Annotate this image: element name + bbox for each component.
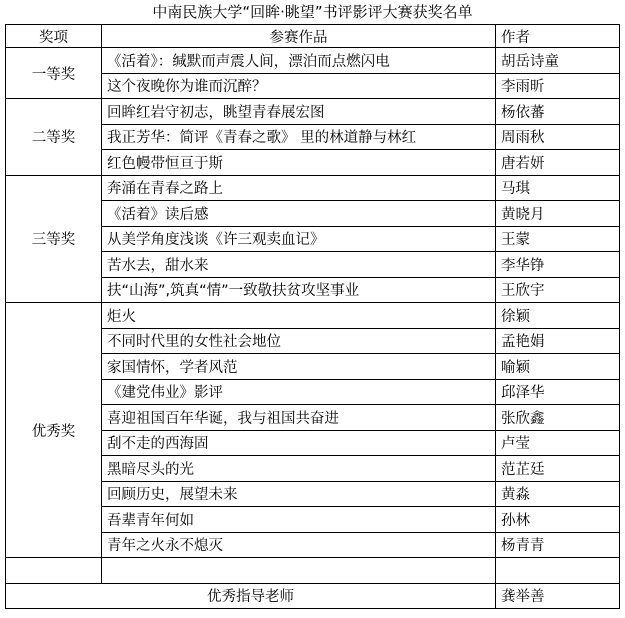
author-cell: 卢莹 (496, 430, 620, 456)
advisor-name: 龚举善 (496, 583, 620, 609)
author-cell: 邱泽华 (496, 379, 620, 405)
author-cell: 李华铮 (496, 252, 620, 278)
author-cell: 黄晓月 (496, 201, 620, 227)
empty-row (6, 558, 620, 584)
empty-cell (6, 558, 102, 584)
table-row (6, 99, 620, 125)
table-row (6, 175, 620, 201)
award-table (5, 24, 620, 609)
work-title-cell: 黑暗尽头的光 (102, 456, 496, 482)
author-cell: 唐若妍 (496, 150, 620, 176)
table-row (6, 303, 620, 329)
header-work: 参赛作品 (102, 25, 496, 48)
author-cell: 周雨秋 (496, 124, 620, 150)
work-title-cell: 奔涌在青春之路上 (102, 175, 496, 201)
work-title-cell: 家国情怀，学者风范 (102, 354, 496, 380)
author-cell: 徐颖 (496, 303, 620, 329)
author-cell: 杨青青 (496, 532, 620, 558)
work-title-cell: 《活着》读后感 (102, 201, 496, 227)
award-level-cell: 二等奖 (6, 99, 102, 176)
author-cell: 孟艳娟 (496, 328, 620, 354)
work-title-cell: 《活着》：缄默而声震人间，漂泊而点燃闪电 (102, 48, 496, 74)
document-title: 中南民族大学“回眸·眺望”书评影评大赛获奖名单 (152, 3, 473, 21)
author-cell: 王蒙 (496, 226, 620, 252)
author-cell: 喻颖 (496, 354, 620, 380)
work-title-cell: 刮不走的西海固 (102, 430, 496, 456)
author-cell: 张欣鑫 (496, 405, 620, 431)
work-title-cell: 这个夜晚你为谁而沉醉？ (102, 73, 496, 99)
work-title-cell: 青年之火永不熄灭 (102, 532, 496, 558)
advisor-label: 优秀指导老师 (6, 583, 496, 609)
author-cell: 范芷廷 (496, 456, 620, 482)
work-title-cell: 扶“山海”,筑真“情”一致敬扶贫攻坚事业 (102, 277, 496, 303)
empty-cell (102, 558, 496, 584)
author-cell: 马琪 (496, 175, 620, 201)
work-title-cell: 吾辈青年何如 (102, 507, 496, 533)
author-cell: 孙林 (496, 507, 620, 533)
work-title-cell: 喜迎祖国百年华诞，我与祖国共奋进 (102, 405, 496, 431)
work-title-cell: 我正芳华：简评《青春之歌》 里的林道静与林红 (102, 124, 496, 150)
work-title-cell: 回眸红岩守初志，眺望青春展宏图 (102, 99, 496, 125)
header-row (6, 25, 620, 48)
award-level-cell: 一等奖 (6, 48, 102, 99)
author-cell: 杨依蕃 (496, 99, 620, 125)
award-level-cell: 三等奖 (6, 175, 102, 303)
work-title-cell: 从美学角度浅谈《许三观卖血记》 (102, 226, 496, 252)
header-author: 作者 (496, 25, 620, 48)
table-row (6, 48, 620, 74)
author-cell: 胡岳诗童 (496, 48, 620, 74)
header-award: 奖项 (6, 25, 102, 48)
work-title-cell: 炬火 (102, 303, 496, 329)
advisor-row (6, 583, 620, 609)
work-title-cell: 《建党伟业》影评 (102, 379, 496, 405)
work-title-cell: 苦水去，甜水来 (102, 252, 496, 278)
author-cell: 李雨昕 (496, 73, 620, 99)
work-title-cell: 不同时代里的女性社会地位 (102, 328, 496, 354)
author-cell: 王欣宇 (496, 277, 620, 303)
author-cell: 黄淼 (496, 481, 620, 507)
work-title-cell: 回顾历史，展望未来 (102, 481, 496, 507)
empty-cell (496, 558, 620, 584)
work-title-cell: 红色幔带恒亘于斯 (102, 150, 496, 176)
award-level-cell: 优秀奖 (6, 303, 102, 558)
award-table-body (6, 25, 620, 609)
